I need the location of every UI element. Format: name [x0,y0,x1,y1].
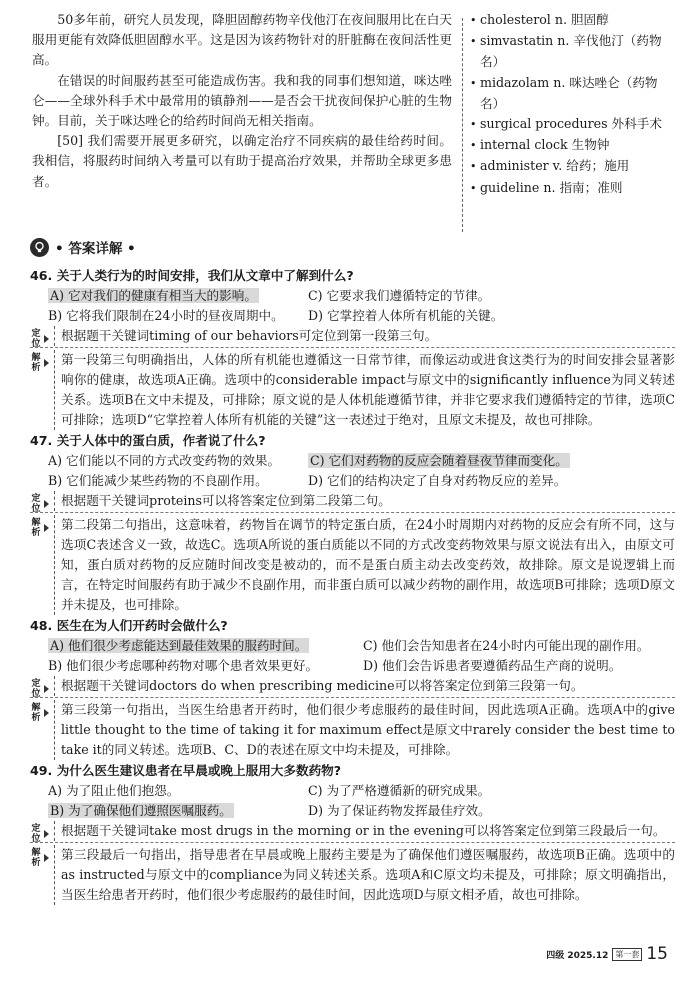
option: C) 他们会告知患者在24小时内可能出现的副作用。 [363,638,650,653]
option: D) 他们会告诉患者要遵循药品生产商的说明。 [363,658,622,673]
vocabulary-list [470,10,675,199]
question-stem: 46. 关于人类行为的时间安排，我们从文章中了解到什么? [30,268,354,283]
option: D) 它掌控着人体所有机能的关键。 [308,308,504,323]
question-stem: 47. 关于人体中的蛋白质，作者说了什么? [30,433,266,448]
column-divider [462,18,463,232]
passage-paragraph: 在错误的时间服药甚至可能造成伤害。我和我的同事们想知道，咪达唑仑——全球外科手术中最常用的镇静剂——是否会干扰夜间保护心脏的生物钟。目前，关于咪达唑仑的给药时间尚无相关指南。 [32,72,452,129]
question-block [30,430,675,615]
volume-label: 第一套 [612,948,642,961]
analysis-row [30,515,675,615]
question-block [30,760,675,905]
dashed-divider [30,347,675,348]
analysis-row [30,845,675,905]
passage-paragraph: [50] 我们需要开展更多研究，以确定治疗不同疾病的最佳给药时间。我相信，将服药时间纳入考量可以有助于提高治疗效果，并帮助全球更多患者。 [32,133,452,189]
locate-text: 根据题干关键词take most drugs in the morning or in the evening可以将答案定位到第三段最后一句。 [54,821,675,841]
locate-row [30,676,675,699]
option-correct: C) 它们对药物的反应会随着昼夜节律而变化。 [310,453,568,468]
analysis-text: 第一段第三句明确指出，人体的所有机能也遵循这一日常节律，而像运动或进食这类行为的时间安排会显著影响你的健康，故选项A正确。选项中的considerable impact与原文中的significantly influence为同义转述关系。选项B在文中未提及，可排除；原文说的是人体机能遵循节律，并非它要求我们遵循特定的节律，选项C可排除；选项D“它掌控着人体所有机能的关键”这一表述过于绝对，且原文未提及，故也可排除。 [54,350,675,430]
page-number: 15 [646,944,668,964]
option: A) 为了阻止他们抱怨。 [48,783,180,798]
section-header [30,237,136,257]
locate-tag: 定位 [31,329,41,349]
option-correct: B) 为了确保他们遵照医嘱服药。 [50,803,232,818]
analysis-tag: 解析 [31,848,41,868]
analysis-row [30,350,675,430]
option: D) 为了保证药物发挥最佳疗效。 [308,803,491,818]
vocab-item: • simvastatin n. 辛伐他汀（药物名） [470,31,675,72]
locate-row [30,821,675,844]
options-grid [30,286,675,326]
option: B) 它将我们限制在24小时的昼夜周期中。 [48,308,284,323]
section-title: • 答案详解 • [55,241,136,257]
options-grid [30,781,675,821]
option: B) 他们很少考虑哪种药物对哪个患者效果更好。 [48,658,319,673]
locate-row [30,491,675,514]
analysis-row [30,700,675,760]
vocab-item: • cholesterol n. 胆固醇 [470,10,675,31]
option: C) 为了严格遵循新的研究成果。 [308,783,491,798]
issue-label: 四级 2025.12 [546,950,609,961]
option-correct: A) 他们很少考虑能达到最佳效果的服药时间。 [50,638,308,653]
locate-tag: 定位 [31,679,41,699]
option: B) 它们能减少某些药物的不良副作用。 [48,473,268,488]
passage-paragraph: 50多年前，研究人员发现，降胆固醇药物辛伐他汀在夜间服用比在白天服用更能有效降低胆固醇水平。这是因为该药物针对的肝脏酶在夜间活性更高。 [32,12,452,68]
analysis-text: 第二段第二句指出，这意味着，药物旨在调节的特定蛋白质，在24小时周期内对药物的反应会有所不同，这与选项C表述含义一致，故选C。选项A所说的蛋白质能以不同的方式改变药物效果与原文说法有出入，由原文可知，蛋白质对药物的反应随时间改变是被动的，而不是蛋白质主动去改变药效，故排除。原文是说逻辑上而言，在特定时间服药有助于减少不良副作用，而非蛋白质可以减少药物的副作用，故选项B可排除；选项D原文并未提及，也可排除。 [54,515,675,615]
vocab-item: • guideline n. 指南；准则 [470,178,675,199]
question-stem: 49. 为什么医生建议患者在早晨或晚上服用大多数药物? [30,763,342,778]
analysis-tag: 解析 [31,518,41,538]
question-stem: 48. 医生在为人们开药时会做什么? [30,618,228,633]
options-grid [30,451,675,491]
locate-text: 根据题干关键词timing of our behaviors可定位到第一段第三句。 [54,326,675,346]
option: A) 它们能以不同的方式改变药物的效果。 [48,453,281,468]
answer-explanations [30,265,675,905]
analysis-tag: 解析 [31,353,41,373]
vocab-item: • midazolam n. 咪达唑仑（药物名） [470,73,675,114]
vocab-item: • internal clock 生物钟 [470,135,675,156]
locate-text: 根据题干关键词doctors do when prescribing medicine可以将答案定位到第三段第一句。 [54,676,675,696]
question-block [30,265,675,430]
vocab-item: • surgical procedures 外科手术 [470,114,675,135]
locate-tag: 定位 [31,494,41,514]
option: C) 它要求我们遵循特定的节律。 [308,288,491,303]
dashed-divider [30,512,675,513]
locate-row [30,326,675,349]
reading-passage [32,10,452,192]
locate-text: 根据题干关键词proteins可以将答案定位到第二段第二句。 [54,491,675,511]
analysis-text: 第三段最后一句指出，指导患者在早晨或晚上服药主要是为了确保他们遵医嘱服药，故选项B正确。选项中的 as instructed与原文中的compliance为同义转述关系。选项A和C原文均未提及，可排除；原文明确指出，当医生给患者开药时，他们很少考虑服药的最佳时间，因此选项D与原文相矛盾，故也可排除。 [54,845,675,905]
analysis-text: 第三段第一句指出，当医生给患者开药时，他们很少考虑服药的最佳时间，因此选项A正确。选项A中的give little thought to the time of taking it for maximum effect是原文中rarely consider the best time to take it的同义转述。选项B、C、D的表述在原文中均未提及，可排除。 [54,700,675,760]
page-footer [546,944,668,964]
top-section [32,10,672,232]
dashed-divider [30,697,675,698]
locate-tag: 定位 [31,824,41,844]
vocab-item: • administer v. 给药；施用 [470,156,675,177]
question-block [30,615,675,760]
option: D) 它们的结构决定了自身对药物反应的差异。 [308,473,567,488]
option-correct: A) 它对我们的健康有相当大的影响。 [50,288,257,303]
lightbulb-icon [30,238,49,257]
dashed-divider [30,842,675,843]
analysis-tag: 解析 [31,703,41,723]
options-grid [30,636,675,676]
